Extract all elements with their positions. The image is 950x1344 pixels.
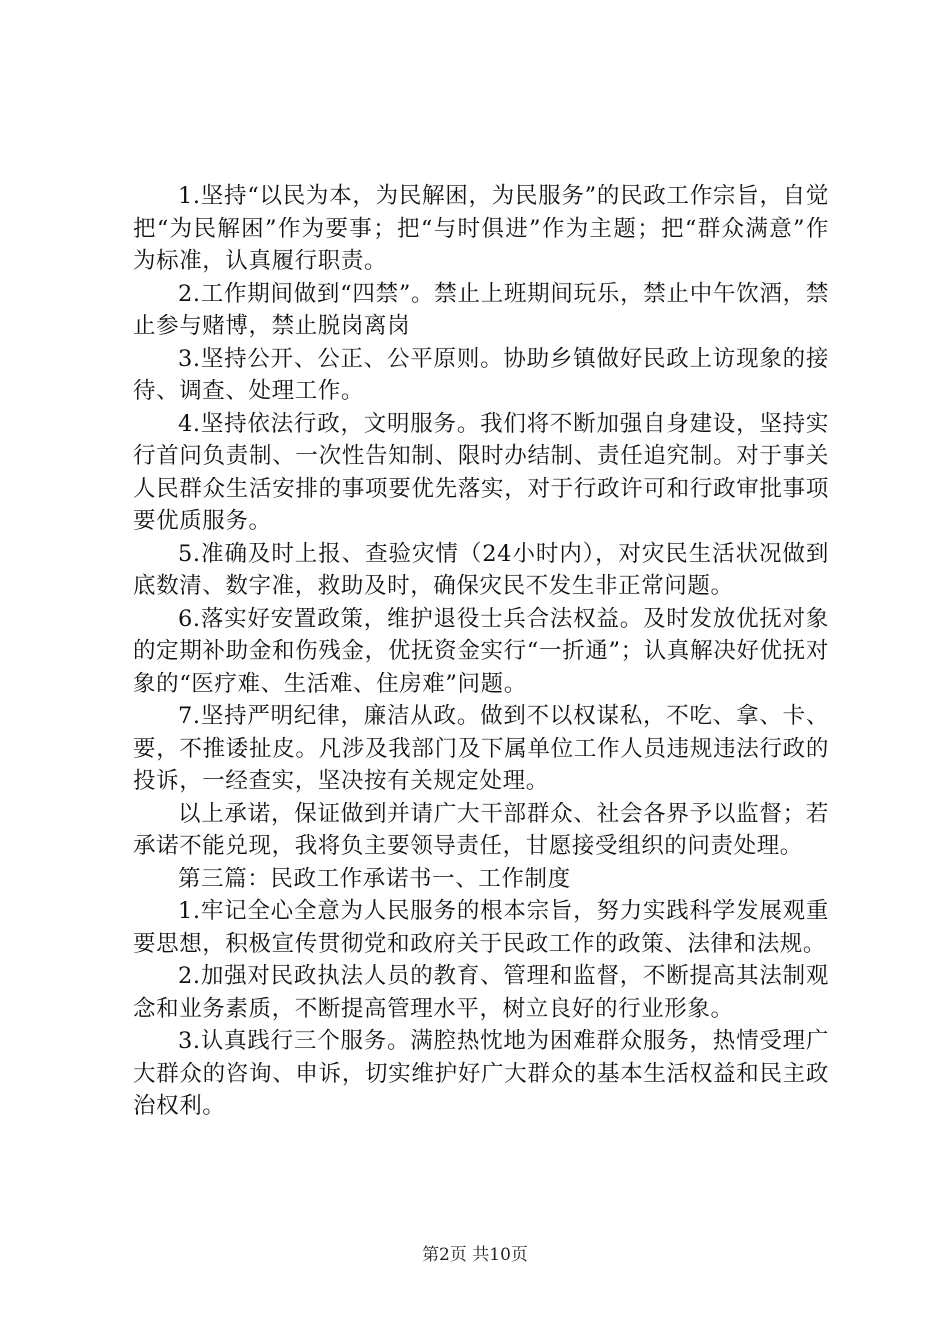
paragraph-1: 1.坚持“以民为本，为民解困，为民服务”的民政工作宗旨，自觉把“为民解困”作为要事；把“与时俱进”作为主题；把“群众满意”作为标准，认真履行职责。 xyxy=(133,183,829,274)
system-item-3: 3.认真践行三个服务。满腔热忱地为困难群众服务，热情受理广大群众的咨询、申诉，切实维护好广大群众的基本生活权益和民主政治权利。 xyxy=(133,1028,829,1119)
section-heading: 第三篇：民政工作承诺书一、工作制度 xyxy=(178,865,571,892)
paragraph-3: 3.坚持公开、公正、公平原则。协助乡镇做好民政上访现象的接待、调查、处理工作。 xyxy=(133,345,829,404)
paragraph-4: 4.坚持依法行政，文明服务。我们将不断加强自身建设，坚持实行首问负责制、一次性告知制、限时办结制、责任追究制。对于事关人民群众生活安排的事项要优先落实，对于行政许可和行政审批事项要优质服务。 xyxy=(133,410,829,534)
paragraph-6: 6.落实好安置政策，维护退役士兵合法权益。及时发放优抚对象的定期补助金和伤残金，优抚资金实行“一折通”；认真解决好优抚对象的“医疗难、生活难、住房难”问题。 xyxy=(133,605,829,697)
system-item-1: 1.牢记全心全意为人民服务的根本宗旨，努力实践科学发展观重要思想，积极宣传贯彻党和政府关于民政工作的政策、法律和法规。 xyxy=(133,898,829,957)
commitment-closing-paragraph: 以上承诺，保证做到并请广大干部群众、社会各界予以监督；若承诺不能兑现，我将负主要领导责任，甘愿接受组织的问责处理。 xyxy=(133,800,829,859)
paragraph-2: 2.工作期间做到“四禁”。禁止上班期间玩乐，禁止中午饮酒，禁止参与赌博，禁止脱岗离岗 xyxy=(133,280,829,339)
document-body xyxy=(133,180,829,1123)
paragraph-7: 7.坚持严明纪律，廉洁从政。做到不以权谋私，不吃、拿、卡、要，不推诿扯皮。凡涉及我部门及下属单位工作人员违规违法行政的投诉，一经查实，坚决按有关规定处理。 xyxy=(133,703,829,794)
paragraph-5: 5.准确及时上报、查验灾情（24小时内），对灾民生活状况做到底数清、数字准，救助及时，确保灾民不发生非正常问题。 xyxy=(133,540,829,599)
page-number-footer: 第2页 共10页 xyxy=(422,1245,528,1265)
system-item-2: 2.加强对民政执法人员的教育、管理和监督，不断提高其法制观念和业务素质，不断提高管理水平，树立良好的行业形象。 xyxy=(133,963,829,1022)
